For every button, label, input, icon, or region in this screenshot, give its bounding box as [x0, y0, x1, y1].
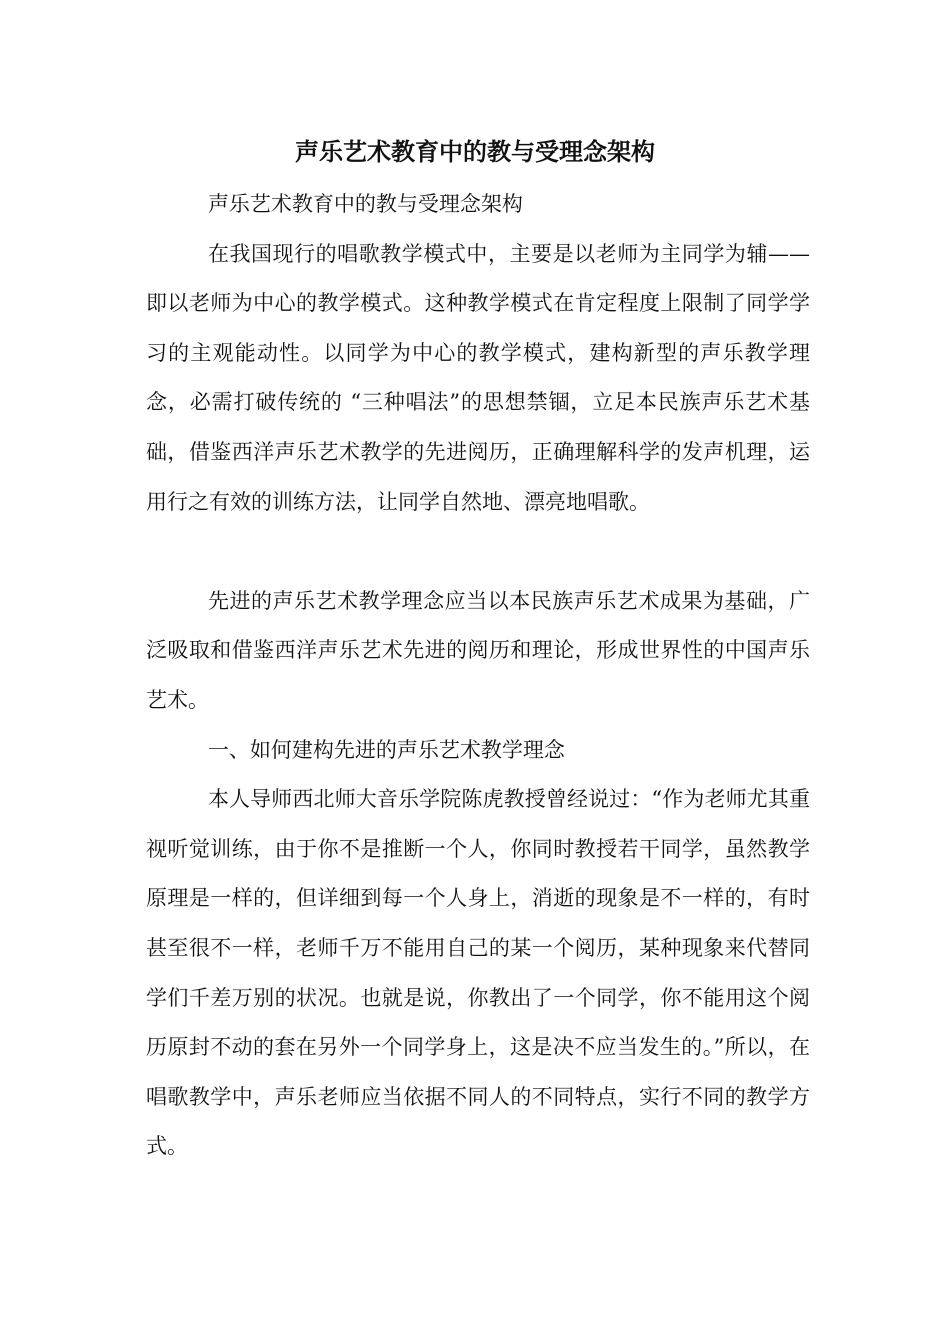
- section-heading-1: 一、如何建构先进的声乐艺术教学理念: [207, 737, 565, 762]
- document-body: [146, 180, 810, 1172]
- document-title: 声乐艺术教育中的教与受理念架构: [295, 137, 655, 166]
- paragraph-intro: 在我国现行的唱歌教学模式中，主要是以老师为主同学为辅——即以老师为中心的教学模式。这种教学模式在肯定程度上限制了同学学习的主观能动性。以同学为中心的教学模式，建构新型的声乐教学理念，必需打破传统的 “三种唱法”的思想禁锢，立足本民族声乐艺术基础，借鉴西洋声乐艺术教学的先进阅历，正确理解科学的发声机理，运用行之有效的训练方法，让同学自然地、漂亮地唱歌。: [146, 241, 810, 514]
- paragraph-spacer: [146, 527, 810, 577]
- subtitle-paragraph: 声乐艺术教育中的教与受理念架构: [207, 192, 523, 216]
- paragraph-quote: 本人导师西北师大音乐学院陈虎教授曾经说过：“作为老师尤其重视听觉训练，由于你不是推断一个人，你同时教授若干同学，虽然教学原理是一样的，但详细到每一个人身上，消逝的现象是不一样的，有时甚至很不一样，老师千万不能用自己的某一个阅历，某种现象来代替同学们千差万别的状况。也就是说，你教出了一个同学，你不能用这个阅历原封不动的套在另外一个同学身上，这是决不应当发生的。”所以，在唱歌教学中，声乐老师应当依据不同人的不同特点，实行不同的教学方式。: [146, 787, 810, 1159]
- paragraph-advanced-concept: 先进的声乐艺术教学理念应当以本民族声乐艺术成果为基础，广泛吸取和借鉴西洋声乐艺术先进的阅历和理论，形成世界性的中国声乐艺术。: [146, 588, 810, 712]
